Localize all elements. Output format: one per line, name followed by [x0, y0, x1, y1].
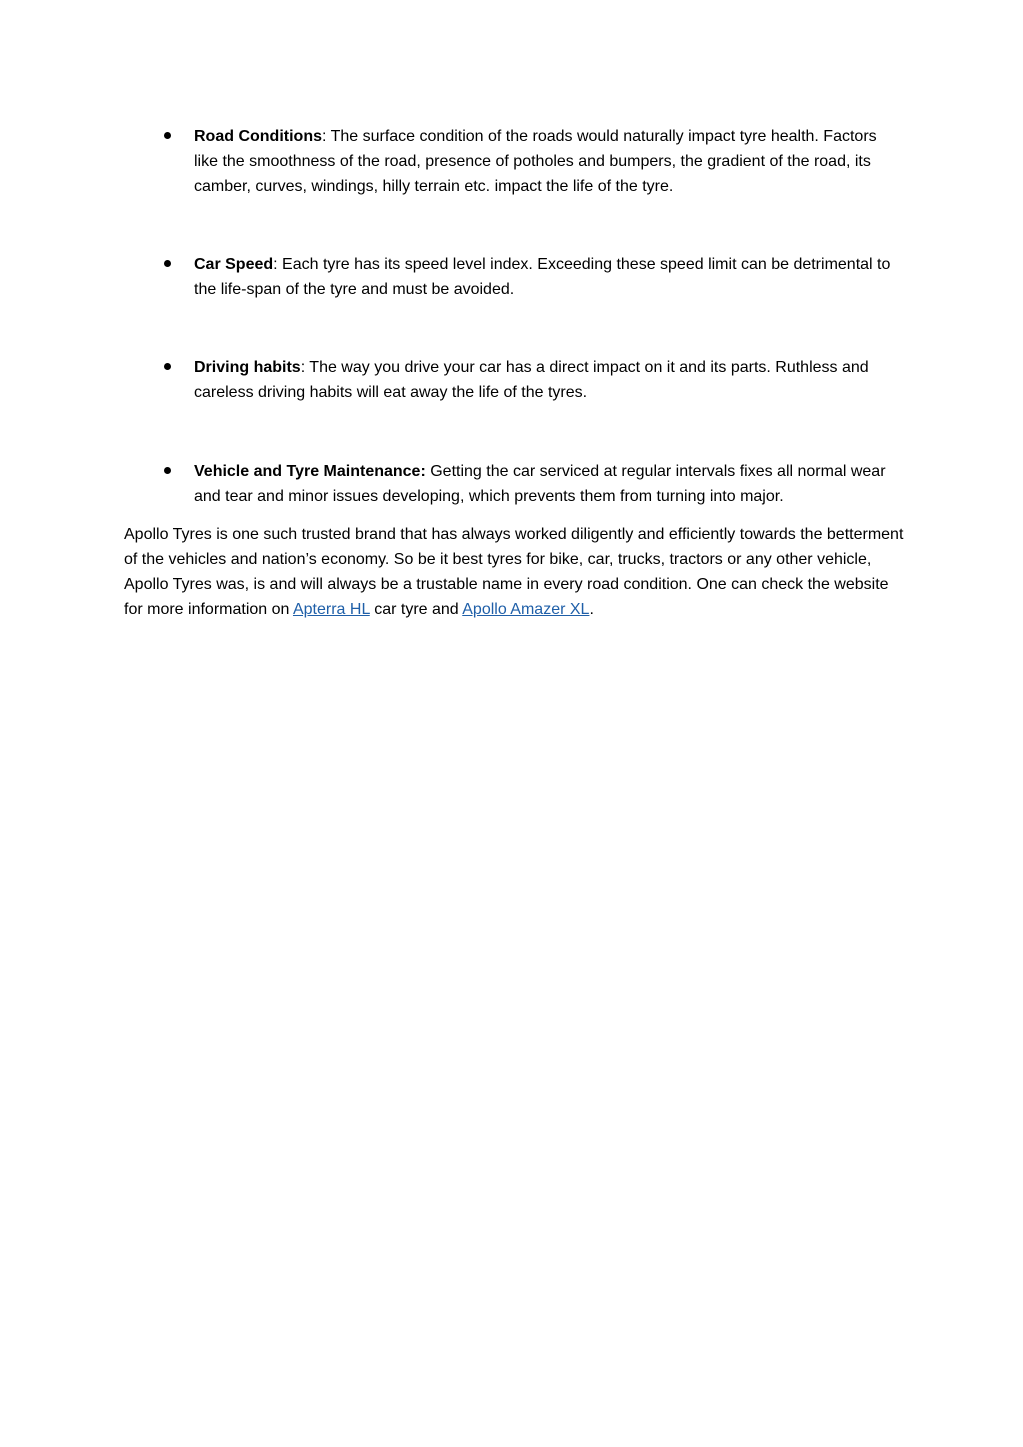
apollo-amazer-xl-link[interactable]: Apollo Amazer XL	[462, 601, 590, 618]
paragraph-text: car tyre and	[369, 601, 463, 618]
bullet-text	[194, 252, 904, 302]
apterra-hl-link[interactable]: Apterra HL	[292, 601, 370, 618]
bullet-icon	[164, 260, 171, 267]
closing-paragraph	[124, 522, 904, 622]
bullet-term: Car Speed	[194, 256, 274, 273]
bullet-description: : Each tyre has its speed level index. Exceeding these speed limit can be detrimental to the life-span of the tyre and must be avoided.	[194, 256, 891, 298]
bullet-text	[194, 355, 904, 405]
bullet-term: Road Conditions	[194, 128, 322, 145]
bullet-description: : The way you drive your car has a direct impact on it and its parts. Ruthless and careless driving habits will eat away the life of the tyres.	[194, 359, 869, 401]
bullet-icon	[164, 132, 171, 139]
bullet-icon	[164, 363, 171, 370]
bullet-description: Getting the car serviced at regular intervals fixes all normal wear and tear and minor issues developing, which prevents them from turning into major.	[194, 463, 886, 505]
bullet-icon	[164, 467, 171, 474]
paragraph-text: .	[589, 601, 594, 618]
bullet-term: Driving habits	[194, 359, 301, 376]
bullet-term: Vehicle and Tyre Maintenance:	[194, 463, 426, 480]
bullet-text	[194, 124, 904, 199]
paragraph-text: Apollo Tyres is one such trusted brand that has always worked diligently and efficiently towards the betterment of the vehicles and nation’s economy. So be it best tyres for bike, car, trucks, tractors or any other vehicle, Apollo Tyres was, is and will always be a trustable name in every road condition. One can check the website for more information on	[124, 526, 904, 618]
bullet-description: : The surface condition of the roads would naturally impact tyre health. Factors like the smoothness of the road, presence of potholes and bumpers, the gradient of the road, its camber, curves, windings, hilly terrain etc. impact the life of the tyre.	[194, 128, 877, 195]
bullet-text	[194, 459, 904, 509]
